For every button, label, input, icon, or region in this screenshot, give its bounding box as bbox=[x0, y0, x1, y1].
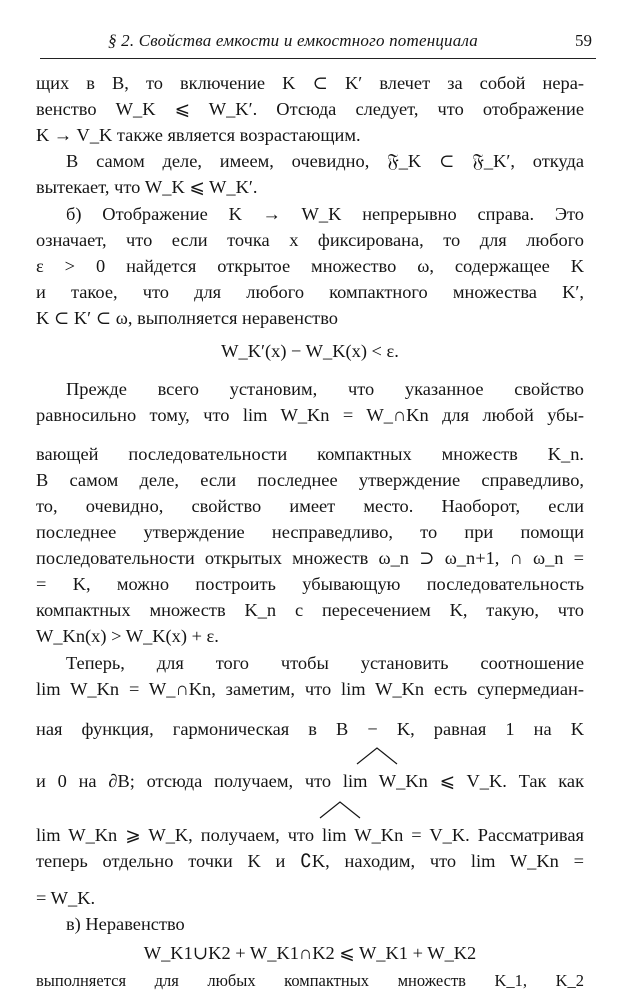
text-line: В самом деле, имеем, очевидно, 𝔉_K ⊂ 𝔉_K′, откуда bbox=[66, 151, 584, 171]
text-line: означает, что если точка x фиксирована, то для любого bbox=[36, 230, 584, 250]
text-line: последовательности открытых множеств ω_n ⊃ ω_n+1, ∩ ω_n = bbox=[36, 548, 584, 568]
running-header bbox=[40, 28, 596, 59]
text-line: ная функция, гармоническая в B − K, равная 1 на K bbox=[36, 719, 584, 739]
text-line: и такое, что для любого компактного множества K′, bbox=[36, 282, 584, 302]
text-line: то, очевидно, свойство имеет место. Наоборот, если bbox=[36, 496, 584, 516]
text-line: K → V_K также является возрастающим. bbox=[36, 125, 361, 145]
text-line: б) Отображение K → W_K непрерывно справа. Это bbox=[66, 204, 584, 224]
text-line: Теперь, для того чтобы установить соотношение bbox=[66, 653, 584, 673]
text-line: = W_K. bbox=[36, 888, 96, 908]
page-number: 59 bbox=[575, 31, 592, 50]
text-line: W_Kn(x) > W_K(x) + ε. bbox=[36, 626, 219, 646]
text-line: Прежде всего установим, что указанное свойство bbox=[66, 379, 584, 399]
text-line: компактных множеств K_n с пересечением K, такую, что bbox=[36, 600, 584, 620]
text-line: = K, можно построить убывающую последовательность bbox=[36, 574, 584, 594]
text-line: последнее утверждение несправедливо, то при помощи bbox=[36, 522, 584, 542]
section-title: § 2. Свойства емкости и емкостного потенциала bbox=[108, 31, 478, 50]
text-line: вытекает, что W_K ⩽ W_K′. bbox=[36, 177, 258, 197]
text-line: lim W_Kn ⩾ W_K, получаем, что lim W_Kn = V_K. Рассматривая bbox=[36, 825, 584, 845]
text-line: ε > 0 найдется открытое множество ω, содержащее K bbox=[36, 256, 584, 276]
text-line: равносильно тому, что lim W_Kn = W_∩Kn для любой убы- bbox=[36, 405, 584, 425]
text-line: в) Неравенство bbox=[66, 914, 185, 934]
text-line: щих в B, то включение K ⊂ K′ влечет за собой нера- bbox=[36, 73, 584, 93]
text-line: lim W_Kn = W_∩Kn, заметим, что lim W_Kn есть супермедиан- bbox=[36, 679, 584, 699]
text-line: теперь отдельно точки K и ∁K, находим, что lim W_Kn = bbox=[36, 851, 584, 871]
text-line: выполняется для любых компактных множеств K_1, K_2 bbox=[36, 971, 584, 990]
text-line: K ⊂ K′ ⊂ ω, выполняется неравенство bbox=[36, 308, 338, 328]
text-line: В самом деле, если последнее утверждение справедливо, bbox=[36, 470, 584, 490]
hat-accent-icon bbox=[355, 746, 399, 766]
hat-accent-icon bbox=[318, 800, 362, 820]
text-line: венство W_K ⩽ W_K′. Отсюда следует, что отображение bbox=[36, 99, 584, 119]
text-line: и 0 на ∂B; отсюда получаем, что lim W_Kn ⩽ V_K. Так как bbox=[36, 771, 584, 791]
text-line: вающей последовательности компактных множеств K_n. bbox=[36, 444, 584, 464]
display-formula: W_K′(x) − W_K(x) < ε. bbox=[221, 341, 399, 361]
display-formula: W_K1∪K2 + W_K1∩K2 ⩽ W_K1 + W_K2 bbox=[143, 943, 477, 963]
